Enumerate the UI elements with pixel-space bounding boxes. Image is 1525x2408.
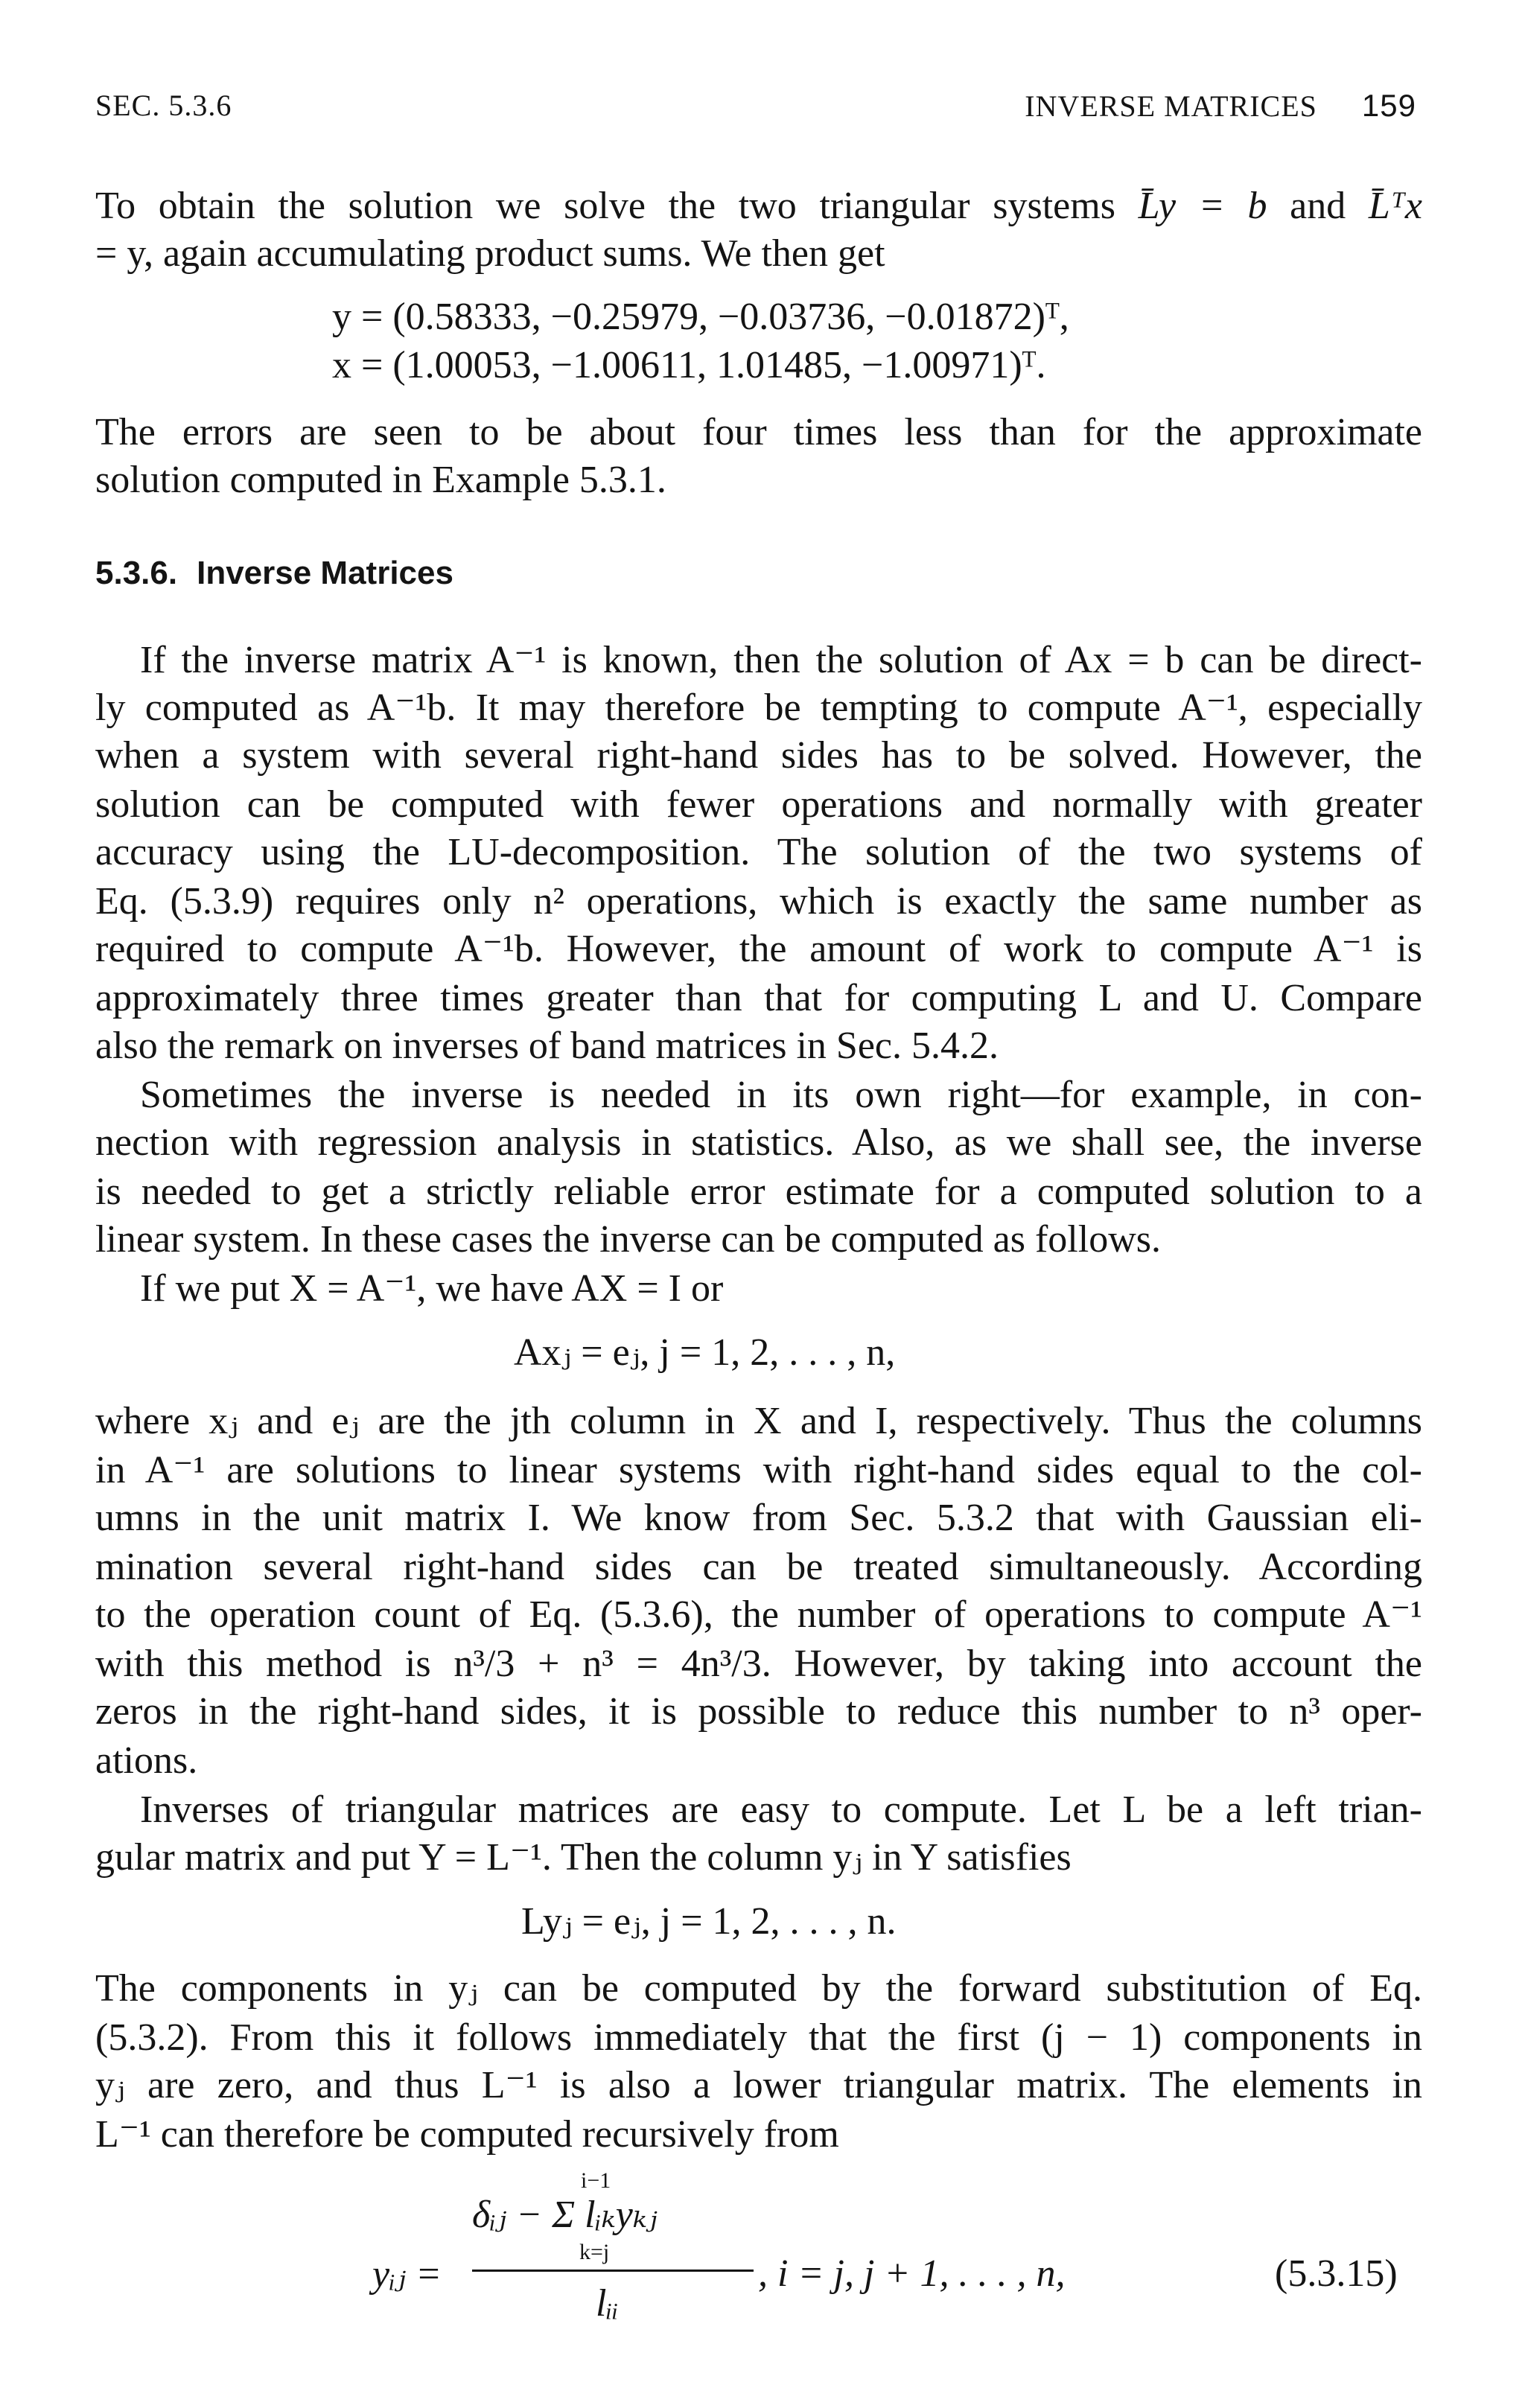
paragraph-line: mination several right-hand sides can be treated simultaneously. According <box>95 1546 1422 1588</box>
paragraph-line: yⱼ are zero, and thus L⁻¹ is also a lower triangular matrix. The elements in <box>95 2064 1422 2106</box>
paragraph-line: in A⁻¹ are solutions to linear systems with right-hand sides equal to the col- <box>95 1449 1422 1491</box>
paragraph-line: nection with regression analysis in statistics. Also, as we shall see, the inverse <box>95 1121 1422 1164</box>
equation-axj: Axⱼ = eⱼ, j = 1, 2, . . . , n, <box>514 1331 896 1374</box>
section-reference: SEC. 5.3.6 <box>95 89 232 122</box>
fraction-bar <box>472 2270 754 2272</box>
paragraph-line: zeros in the right-hand sides, it is possible to reduce this number to n³ oper- <box>95 1690 1422 1733</box>
equation-range: , i = j, j + 1, . . . , n, <box>758 2252 1066 2295</box>
equation-lyj: Lyⱼ = eⱼ, j = 1, 2, . . . , n. <box>521 1900 897 1943</box>
paragraph-line: (5.3.2). From this it follows immediately that the first (j − 1) components in <box>95 2016 1422 2059</box>
vector-x: x = (1.00053, −1.00611, 1.01485, −1.00971)ᵀ. <box>332 344 1046 386</box>
section-title: Inverse Matrices <box>197 555 453 591</box>
intro-line-2: = y, again accumulating product sums. We then get <box>95 232 885 275</box>
paragraph-line: Inverses of triangular matrices are easy to compute. Let L be a left trian- <box>140 1789 1422 1831</box>
paragraph-line: The components in yⱼ can be computed by the forward substitution of Eq. <box>95 1967 1422 2010</box>
paragraph-line: also the remark on inverses of band matrices in Sec. 5.4.2. <box>95 1025 999 1067</box>
paragraph-line: Eq. (5.3.9) requires only n² operations, which is exactly the same number as <box>95 880 1422 923</box>
paragraph-line: gular matrix and put Y = L⁻¹. Then the column yⱼ in Y satisfies <box>95 1836 1072 1879</box>
fraction-numerator: δᵢⱼ − Σ lᵢₖyₖⱼ <box>472 2194 658 2236</box>
vector-y: y = (0.58333, −0.25979, −0.03736, −0.01872)ᵀ, <box>332 296 1069 338</box>
paragraph-line: solution can be computed with fewer operations and normally with greater <box>95 783 1422 826</box>
paragraph-line: accuracy using the LU-decomposition. The solution of the two systems of <box>95 831 1422 873</box>
paragraph-line: linear system. In these cases the inverse can be computed as follows. <box>95 1218 1161 1261</box>
paragraph-line: to the operation count of Eq. (5.3.6), the number of operations to compute A⁻¹ <box>95 1593 1422 1636</box>
eq-ly-b: L̄y = b <box>1138 185 1267 227</box>
sum-upper-limit: i−1 <box>581 2168 611 2193</box>
paragraph-line: umns in the unit matrix I. We know from Sec. 5.3.2 that with Gaussian eli- <box>95 1497 1422 1539</box>
paragraph-line: ly computed as A⁻¹b. It may therefore be tempting to compute A⁻¹, especially <box>95 687 1422 729</box>
paragraph-line: ations. <box>95 1739 198 1782</box>
equation-label: (5.3.15) <box>1275 2252 1398 2295</box>
paragraph-line: required to compute A⁻¹b. However, the amount of work to compute A⁻¹ is <box>95 928 1422 970</box>
fraction-denominator: lᵢᵢ <box>596 2282 619 2325</box>
paragraph-line: is needed to get a strictly reliable error estimate for a computed solution to a <box>95 1170 1422 1213</box>
paragraph-line: where xⱼ and eⱼ are the jth column in X and I, respectively. Thus the columns <box>95 1400 1422 1442</box>
paragraph-line: L⁻¹ can therefore be computed recursively from <box>95 2113 839 2156</box>
intro-line-1: To obtain the solution we solve the two triangular systems L̄y = b and L̄ᵀx <box>95 185 1422 227</box>
section-number: 5.3.6. <box>95 555 178 591</box>
intro-line-3: The errors are seen to be about four times less than for the approximate <box>95 411 1422 453</box>
paragraph-line: when a system with several right-hand sides has to be solved. However, the <box>95 734 1422 777</box>
paragraph-line: If we put X = A⁻¹, we have AX = I or <box>140 1267 724 1310</box>
paragraph-line: If the inverse matrix A⁻¹ is known, then the solution of Ax = b can be direct- <box>140 639 1422 681</box>
section-heading <box>95 555 453 592</box>
running-title: INVERSE MATRICES <box>1025 89 1317 123</box>
intro-line-4: solution computed in Example 5.3.1. <box>95 459 666 501</box>
equation-lhs: yᵢⱼ = <box>372 2253 442 2296</box>
page-number: 159 <box>1361 88 1416 123</box>
paragraph-line: with this method is n³/3 + n³ = 4n³/3. However, by taking into account the <box>95 1643 1422 1685</box>
sum-lower-limit: k=j <box>579 2240 610 2264</box>
paragraph-line: Sometimes the inverse is needed in its own right—for example, in con- <box>140 1074 1422 1116</box>
paragraph-line: approximately three times greater than that for computing L and U. Compare <box>95 977 1422 1019</box>
running-header <box>1025 88 1416 124</box>
eq-ltx-y: L̄ᵀx <box>1368 185 1422 227</box>
